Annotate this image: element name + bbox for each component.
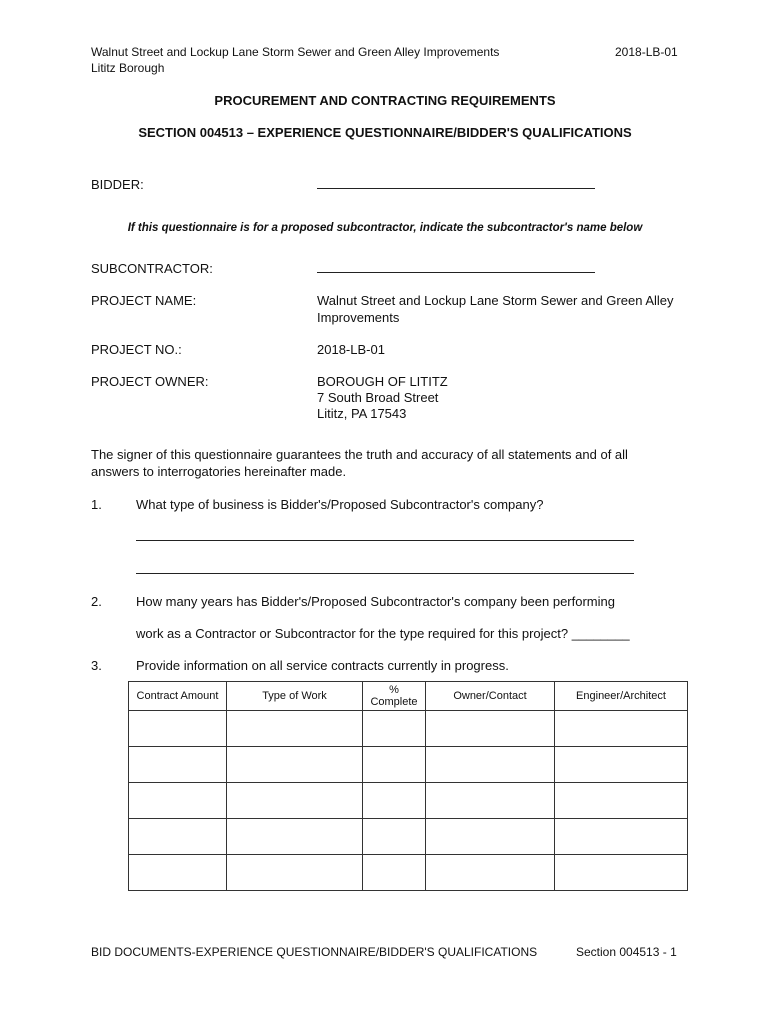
table-cell[interactable]: [129, 819, 227, 855]
header-percent-complete: [363, 682, 426, 711]
question-2-text: How many years has Bidder's/Proposed Subcontractor's company been performing: [136, 594, 615, 609]
footer-right: Section 004513 - 1: [576, 945, 677, 959]
subcontractor-note: If this questionnaire is for a proposed subcontractor, indicate the subcontractor's name below: [127, 222, 643, 234]
project-name-value-2: Improvements: [317, 310, 400, 325]
contracts-table: [128, 681, 688, 891]
project-no-label: PROJECT NO.:: [91, 342, 182, 357]
project-no-value: 2018-LB-01: [317, 342, 385, 357]
table-cell[interactable]: [555, 783, 688, 819]
table-cell[interactable]: [426, 783, 555, 819]
table-cell[interactable]: [363, 819, 426, 855]
owner-line-1: BOROUGH OF LITITZ: [317, 374, 448, 389]
table-cell[interactable]: [129, 783, 227, 819]
table-cell[interactable]: [555, 711, 688, 747]
table-cell[interactable]: [363, 711, 426, 747]
question-3-text: Provide information on all service contracts currently in progress.: [136, 658, 509, 673]
table-cell[interactable]: [129, 855, 227, 891]
table-cell[interactable]: [129, 747, 227, 783]
table-header-row: [129, 682, 688, 711]
question-2-text-2: work as a Contractor or Subcontractor for the type required for this project? ________: [136, 626, 630, 641]
bidder-line[interactable]: [317, 188, 595, 189]
bidder-label: BIDDER:: [91, 177, 144, 192]
header-project-line: Walnut Street and Lockup Lane Storm Sewer and Green Alley Improvements: [91, 45, 500, 59]
table-cell[interactable]: [426, 855, 555, 891]
header-complete: Complete: [370, 696, 418, 708]
statement-line-1: The signer of this questionnaire guarantees the truth and accuracy of all statements and of all: [91, 447, 628, 462]
table-cell[interactable]: [555, 747, 688, 783]
owner-line-2: 7 South Broad Street: [317, 390, 439, 405]
answer-line-1b[interactable]: [136, 573, 634, 574]
header-type-of-work: Type of Work: [227, 682, 363, 711]
table-row: [129, 747, 688, 783]
table-cell[interactable]: [227, 855, 363, 891]
table-cell[interactable]: [227, 819, 363, 855]
table-row: [129, 819, 688, 855]
footer-left: BID DOCUMENTS-EXPERIENCE QUESTIONNAIRE/BIDDER'S QUALIFICATIONS: [91, 945, 538, 959]
table-cell[interactable]: [426, 747, 555, 783]
project-owner-label: PROJECT OWNER:: [91, 374, 209, 389]
table-cell[interactable]: [129, 711, 227, 747]
subcontractor-line[interactable]: [317, 272, 595, 273]
table-cell[interactable]: [426, 711, 555, 747]
table-cell[interactable]: [227, 747, 363, 783]
section-title: SECTION 004513 – EXPERIENCE QUESTIONNAIRE/BIDDER'S QUALIFICATIONS: [138, 125, 632, 140]
question-2-number: 2.: [91, 594, 102, 609]
header-owner-contact: Owner/Contact: [426, 682, 555, 711]
table-row: [129, 711, 688, 747]
table-cell[interactable]: [555, 819, 688, 855]
statement-line-2: answers to interrogatories hereinafter made.: [91, 464, 347, 479]
question-1-text: What type of business is Bidder's/Proposed Subcontractor's company?: [136, 497, 544, 512]
table-row: [129, 855, 688, 891]
table-cell[interactable]: [555, 855, 688, 891]
header-code: 2018-LB-01: [615, 45, 678, 59]
header-contract-amount: Contract Amount: [129, 682, 227, 711]
subcontractor-label: SUBCONTRACTOR:: [91, 261, 213, 276]
table-cell[interactable]: [363, 747, 426, 783]
header-borough: Lititz Borough: [91, 61, 165, 75]
answer-line-1a[interactable]: [136, 540, 634, 541]
table-row: [129, 783, 688, 819]
question-3-number: 3.: [91, 658, 102, 673]
project-name-label: PROJECT NAME:: [91, 293, 197, 308]
question-1-number: 1.: [91, 497, 102, 512]
main-title: PROCUREMENT AND CONTRACTING REQUIREMENTS: [214, 93, 556, 108]
table-cell[interactable]: [363, 783, 426, 819]
header-engineer-architect: Engineer/Architect: [555, 682, 688, 711]
owner-line-3: Lititz, PA 17543: [317, 406, 407, 421]
table-cell[interactable]: [426, 819, 555, 855]
table-cell[interactable]: [227, 711, 363, 747]
table-cell[interactable]: [227, 783, 363, 819]
table-cell[interactable]: [363, 855, 426, 891]
project-name-value-1: Walnut Street and Lockup Lane Storm Sewer and Green Alley: [317, 293, 674, 308]
header-percent: %: [389, 684, 399, 696]
